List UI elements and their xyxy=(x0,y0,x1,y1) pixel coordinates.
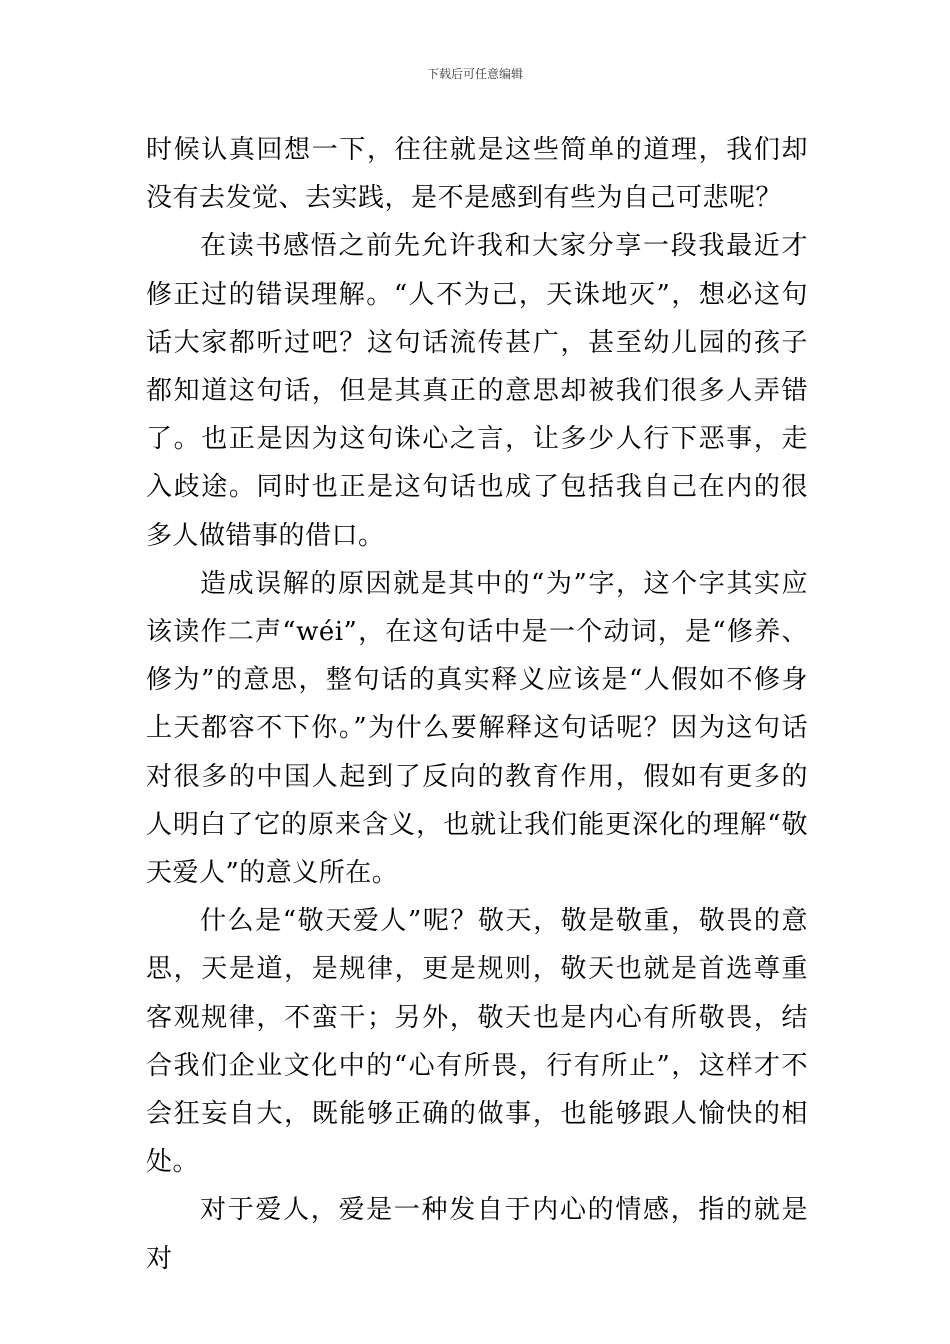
paragraph: 造成误解的原因就是其中的“为”字，这个字其实应该读作二声“wéi”，在这句话中是一个动词，是“修养、修为”的意思，整句话的真实释义应该是“人假如不修身上天都容不下你。”为什么要解释这句话呢？因为这句话对很多的中国人起到了反向的教育作用，假如有更多的人明白了它的原来含义，也就让我们能更深化的理解“敬天爱人”的意义所在。 xyxy=(146,568,808,889)
paragraph: 在读书感悟之前先允许我和大家分享一段我最近才修正过的错误理解。“人不为己，天诛地灭”，想必这句话大家都听过吧？这句话流传甚广，甚至幼儿园的孩子都知道这句话，但是其真正的意思却被我们很多人弄错了。也正是因为这句诛心之言，让多少人行下恶事，走入歧途。同时也正是这句话也成了包括我自己在内的很多人做错事的借口。 xyxy=(146,231,808,551)
document-body xyxy=(146,126,808,1283)
paragraph: 什么是“敬天爱人”呢？敬天，敬是敬重，敬畏的意思，天是道，是规律，更是规则，敬天也就是首选尊重客观规律，不蛮干；另外，敬天也是内心有所敬畏，结合我们企业文化中的“心有所畏，行有所止”，这样才不会狂妄自大，既能够正确的做事，也能够跟人愉快的相处。 xyxy=(146,906,808,1178)
page-header: 下载后可任意编辑 xyxy=(426,67,523,81)
paragraph-continuation: 时候认真回想一下，往往就是这些简单的道理，我们却没有去发觉、去实践，是不是感到有些为自己可悲呢？ xyxy=(146,135,808,214)
paragraph: 对于爱人，爱是一种发自于内心的情感，指的就是对 xyxy=(146,1195,808,1274)
